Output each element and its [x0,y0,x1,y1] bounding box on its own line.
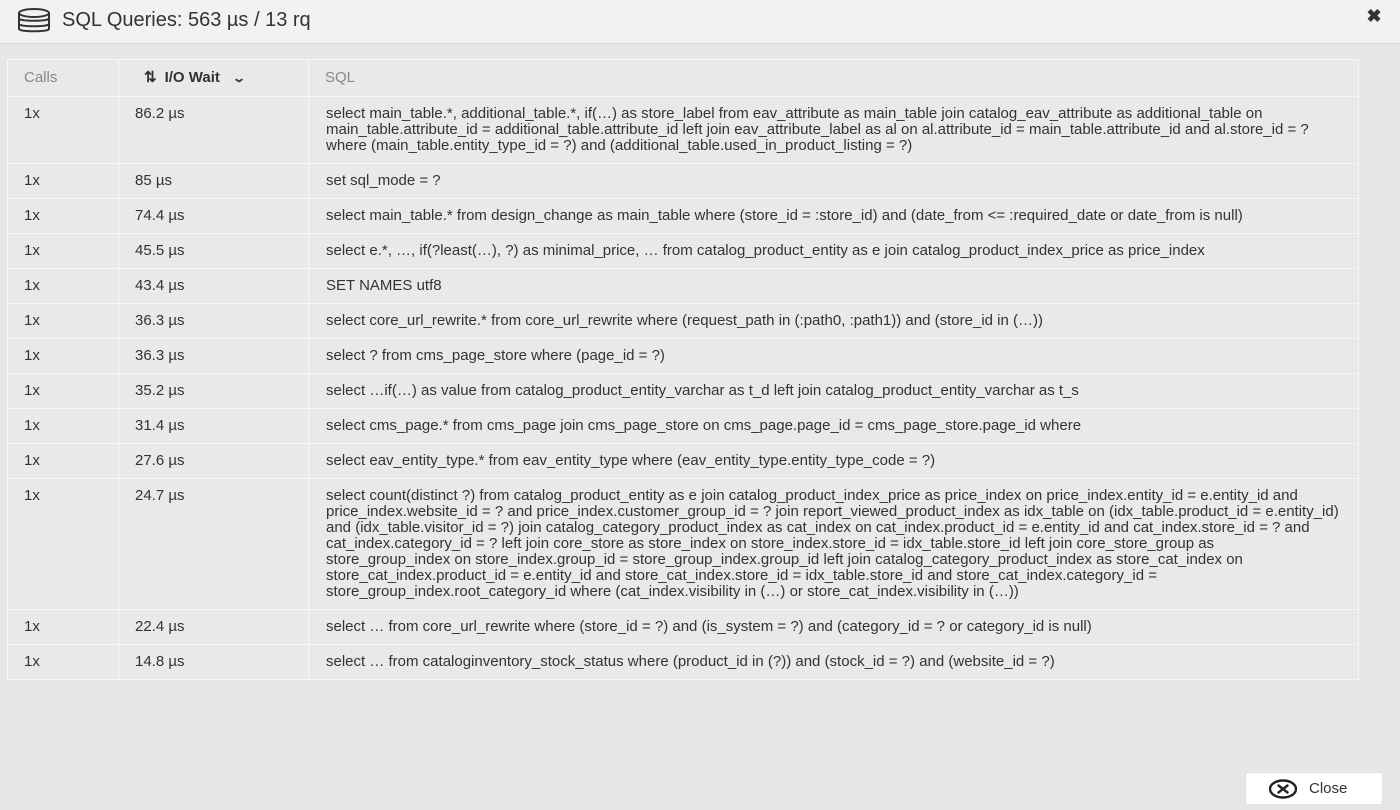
calls-cell: 1x [8,199,119,234]
sql-queries-table [7,59,1359,680]
table-row[interactable] [8,645,1359,680]
io-wait-cell: 14.8 µs [119,645,309,680]
calls-cell: 1x [8,479,119,610]
io-wait-cell: 31.4 µs [119,409,309,444]
sql-cell: select ? from cms_page_store where (page_id = ?) [309,339,1359,374]
io-wait-cell: 22.4 µs [119,610,309,645]
calls-cell: 1x [8,269,119,304]
sql-cell: select count(distinct ?) from catalog_product_entity as e join catalog_product_index_price as price_index on price_index.entity_id = e.entity_id and price_index.website_id = ? and price_index.customer_group_id = ? join report_viewed_product_index as idx_table on (idx_table.product_id = e.entity_id) and (idx_table.visitor_id = ?) join catalog_category_product_index as cat_index on cat_index.product_id = e.entity_id and cat_index.store_id = ? and cat_index.category_id = ? left join core_store as store_index on store_index.store_id = idx_table.store_id left join core_store_group as store_group_index on store_index.group_id = store_group_index.group_id left join catalog_category_product_index as store_cat_index on store_cat_index.product_id = e.entity_id and store_cat_index.store_id = idx_table.store_id and store_cat_index.category_id = store_group_index.root_category_id where (cat_index.visibility in (…) or store_cat_index.visibility in (…)) [309,479,1359,610]
calls-cell: 1x [8,645,119,680]
sql-cell: select main_table.*, additional_table.*, if(…) as store_label from eav_attribute as main_table join catalog_eav_attribute as additional_table on main_table.attribute_id = additional_table.attribute_id left join eav_attribute_label as al on al.attribute_id = main_table.attribute_id and al.store_id = ? where (main_table.entity_type_id = ?) and (additional_table.used_in_product_listing = ?) [309,97,1359,164]
io-wait-cell: 36.3 µs [119,339,309,374]
sql-cell: select …if(…) as value from catalog_product_entity_varchar as t_d left join catalog_product_entity_varchar as t_s [309,374,1359,409]
table-row[interactable] [8,444,1359,479]
close-circle-icon [1269,779,1297,799]
table-row[interactable] [8,97,1359,164]
sql-cell: set sql_mode = ? [309,164,1359,199]
modal-title: SQL Queries: 563 µs / 13 rq [62,9,311,31]
sql-cell: select cms_page.* from cms_page join cms_page_store on cms_page.page_id = cms_page_store.page_id where [309,409,1359,444]
io-wait-cell: 45.5 µs [119,234,309,269]
calls-cell: 1x [8,409,119,444]
table-row[interactable] [8,374,1359,409]
chevron-down-icon: ⌄ [231,71,246,85]
column-header-calls[interactable]: Calls [8,60,119,97]
sql-cell: select main_table.* from design_change as main_table where (store_id = :store_id) and (date_from <= :required_date or date_from is null) [309,199,1359,234]
calls-cell: 1x [8,97,119,164]
io-wait-cell: 27.6 µs [119,444,309,479]
close-icon[interactable]: ✖ [1366,6,1382,26]
sql-queries-table-wrapper [7,59,1358,680]
calls-cell: 1x [8,164,119,199]
calls-cell: 1x [8,339,119,374]
calls-cell: 1x [8,304,119,339]
io-wait-cell: 85 µs [119,164,309,199]
io-wait-cell: 24.7 µs [119,479,309,610]
modal-header [0,0,1400,44]
io-wait-cell: 43.4 µs [119,269,309,304]
table-row[interactable] [8,339,1359,374]
sql-cell: select … from core_url_rewrite where (store_id = ?) and (is_system = ?) and (category_id = ? or category_id is null) [309,610,1359,645]
sql-cell: select … from cataloginventory_stock_status where (product_id in (?)) and (stock_id = ?) and (website_id = ?) [309,645,1359,680]
io-wait-cell: 35.2 µs [119,374,309,409]
column-header-sql[interactable]: SQL [309,60,1359,97]
table-header-row [8,60,1359,97]
sql-cell: select e.*, …, if(?least(…), ?) as minimal_price, … from catalog_product_entity as e join catalog_product_index_price as price_index [309,234,1359,269]
calls-cell: 1x [8,610,119,645]
sort-arrows-icon: ⇅ [144,69,157,86]
calls-cell: 1x [8,444,119,479]
sql-cell: select core_url_rewrite.* from core_url_rewrite where (request_path in (:path0, :path1)) and (store_id in (…)) [309,304,1359,339]
table-row[interactable] [8,479,1359,610]
database-icon [16,8,52,34]
table-row[interactable] [8,304,1359,339]
close-button[interactable] [1245,772,1383,805]
io-wait-cell: 86.2 µs [119,97,309,164]
table-row[interactable] [8,269,1359,304]
calls-cell: 1x [8,374,119,409]
sql-cell: select eav_entity_type.* from eav_entity_type where (eav_entity_type.entity_type_code = ?) [309,444,1359,479]
table-row[interactable] [8,610,1359,645]
table-row[interactable] [8,409,1359,444]
table-row[interactable] [8,164,1359,199]
table-row[interactable] [8,234,1359,269]
column-header-io-wait[interactable] [119,60,309,97]
close-button-label: Close [1309,780,1348,797]
io-wait-cell: 74.4 µs [119,199,309,234]
calls-cell: 1x [8,234,119,269]
io-wait-cell: 36.3 µs [119,304,309,339]
column-header-io-wait-label: I/O Wait [164,69,220,86]
table-row[interactable] [8,199,1359,234]
sql-cell: SET NAMES utf8 [309,269,1359,304]
